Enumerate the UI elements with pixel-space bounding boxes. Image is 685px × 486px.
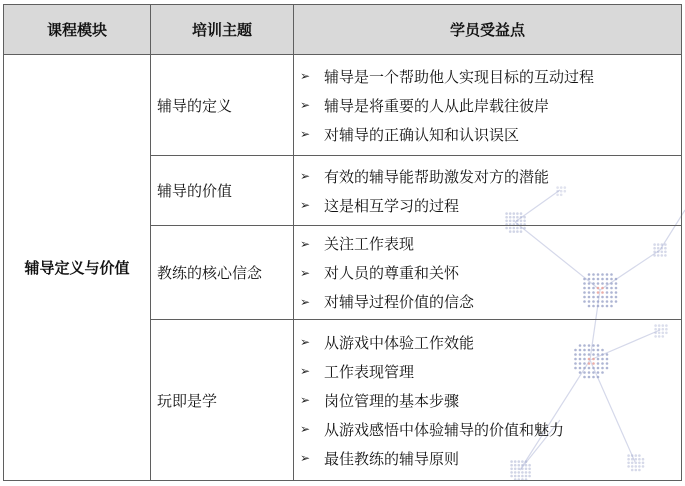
arrow-bullet-icon: ➢	[300, 198, 311, 212]
benefit-list	[300, 229, 677, 316]
arrow-bullet-icon: ➢	[300, 127, 311, 141]
arrow-bullet-icon: ➢	[300, 294, 311, 309]
topic-cell: 玩即是学	[151, 320, 294, 481]
benefit-text: 工作表现管理	[324, 362, 415, 381]
benefit-text: 对辅导过程价值的信念	[324, 293, 475, 311]
arrow-bullet-icon: ➢	[300, 335, 311, 349]
benefit-list	[300, 62, 677, 149]
benefit-list	[300, 328, 677, 473]
arrow-bullet-icon: ➢	[300, 451, 311, 465]
arrow-bullet-icon: ➢	[300, 265, 311, 280]
benefit-text: 辅导是一个帮助他人实现目标的互动过程	[324, 67, 595, 86]
benefit-item	[300, 415, 677, 444]
arrow-bullet-icon: ➢	[300, 98, 311, 112]
benefit-cell	[294, 320, 682, 481]
benefit-text: 对人员的尊重和关怀	[324, 264, 460, 282]
benefit-item	[300, 120, 677, 149]
benefit-cell	[294, 156, 682, 226]
arrow-bullet-icon: ➢	[300, 236, 311, 251]
benefit-text: 辅导是将重要的人从此岸载往彼岸	[324, 96, 550, 115]
arrow-bullet-icon: ➢	[300, 393, 311, 407]
benefit-item	[300, 386, 677, 415]
benefit-item	[300, 444, 677, 473]
table-row	[4, 55, 682, 156]
benefit-item	[300, 328, 677, 357]
benefit-cell	[294, 226, 682, 320]
arrow-bullet-icon: ➢	[300, 422, 311, 436]
benefit-text: 有效的辅导能帮助激发对方的潜能	[324, 167, 550, 186]
column-header-benefit: 学员受益点	[294, 5, 682, 55]
benefit-item	[300, 62, 677, 91]
arrow-bullet-icon: ➢	[300, 169, 311, 183]
benefit-item	[300, 229, 677, 258]
benefit-item	[300, 287, 677, 316]
benefit-item	[300, 91, 677, 120]
benefit-text: 从游戏中体验工作效能	[324, 333, 475, 352]
benefit-text: 关注工作表现	[324, 235, 415, 253]
topic-cell: 教练的核心信念	[151, 226, 294, 320]
column-header-module: 课程模块	[4, 5, 151, 55]
benefit-text: 这是相互学习的过程	[324, 196, 460, 215]
benefit-text: 岗位管理的基本步骤	[324, 391, 460, 410]
benefit-text: 最佳教练的辅导原则	[324, 449, 460, 468]
table-header-row	[4, 5, 682, 55]
topic-cell: 辅导的定义	[151, 55, 294, 156]
benefit-list	[300, 162, 677, 220]
benefit-item	[300, 191, 677, 220]
benefit-text: 从游戏感悟中体验辅导的价值和魅力	[324, 420, 565, 439]
benefit-item	[300, 258, 677, 287]
benefit-item	[300, 162, 677, 191]
benefit-text: 对辅导的正确认知和认识误区	[324, 125, 520, 144]
topic-cell: 辅导的价值	[151, 156, 294, 226]
arrow-bullet-icon: ➢	[300, 364, 311, 378]
arrow-bullet-icon: ➢	[300, 69, 311, 83]
benefit-item	[300, 357, 677, 386]
benefit-cell	[294, 55, 682, 156]
curriculum-table	[3, 4, 682, 481]
module-cell: 辅导定义与价值	[4, 55, 151, 481]
column-header-topic: 培训主题	[151, 5, 294, 55]
